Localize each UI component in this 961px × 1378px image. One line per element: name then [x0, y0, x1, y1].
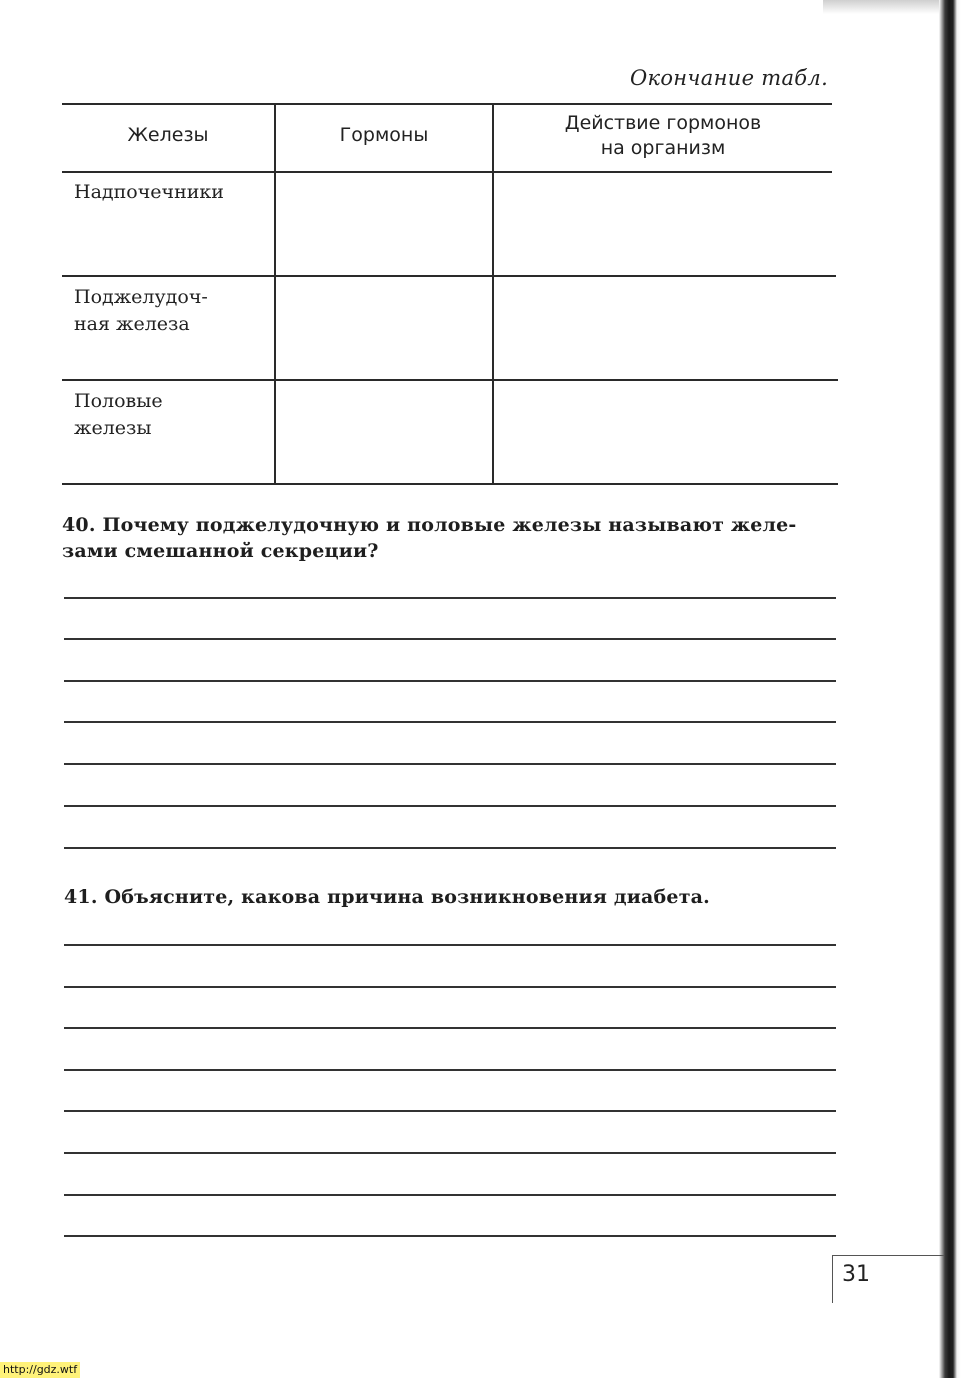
- scan-edge-top: [823, 0, 943, 14]
- question-40: [62, 512, 797, 564]
- row-label-pancreas: [74, 284, 274, 338]
- answer-line: [64, 1194, 836, 1196]
- scan-edge-right: [939, 0, 961, 1378]
- cell-adrenal-hormones[interactable]: [276, 173, 492, 275]
- row-label-pancreas-line-2: ная железа: [74, 313, 190, 335]
- row-label-adrenal: [74, 179, 274, 206]
- header-hormones: Гормоны: [339, 124, 429, 146]
- page-number: 31: [842, 1262, 870, 1287]
- answer-line: [64, 986, 836, 988]
- cell-gonads-hormones[interactable]: [276, 381, 492, 483]
- answer-line: [64, 1110, 836, 1112]
- answer-line: [64, 763, 836, 765]
- answer-line: [64, 1152, 836, 1154]
- header-action-line-1: Действие гормонов: [564, 112, 762, 134]
- row-label-pancreas-line-1: Поджелудоч-: [74, 286, 208, 308]
- question-41: [64, 884, 710, 910]
- table-caption: Окончание табл.: [630, 66, 829, 90]
- answer-line: [64, 1027, 836, 1029]
- row-label-adrenal-line-1: Надпочечники: [74, 181, 224, 203]
- question-41-line-1: 41. Объясните, какова причина возникновения диабета.: [64, 886, 710, 908]
- answer-line: [64, 805, 836, 807]
- header-action: [494, 111, 832, 161]
- cell-gonads-action[interactable]: [494, 381, 834, 483]
- answer-line: [64, 680, 836, 682]
- table-bottom-border: [62, 483, 838, 485]
- answer-line: [64, 721, 836, 723]
- answer-line: [64, 944, 836, 946]
- table-top-border: [62, 103, 832, 105]
- answer-line: [64, 638, 836, 640]
- cell-pancreas-hormones[interactable]: [276, 277, 492, 379]
- row-label-gonads-line-1: Половые: [74, 390, 163, 412]
- question-40-line-2: зами смешанной секреции?: [62, 540, 379, 562]
- cell-pancreas-action[interactable]: [494, 277, 834, 379]
- header-glands: Железы: [127, 124, 209, 146]
- cell-adrenal-action[interactable]: [494, 173, 834, 275]
- answer-line: [64, 1235, 836, 1237]
- answer-line: [64, 1069, 836, 1071]
- row-label-gonads-line-2: железы: [74, 417, 152, 439]
- watermark-link[interactable]: http://gdz.wtf: [0, 1362, 80, 1378]
- row-label-gonads: [74, 388, 274, 442]
- answer-line: [64, 597, 836, 599]
- header-action-line-2: на организм: [600, 137, 726, 159]
- question-40-line-1: 40. Почему поджелудочную и половые железы называют желе-: [62, 514, 797, 536]
- answer-line: [64, 847, 836, 849]
